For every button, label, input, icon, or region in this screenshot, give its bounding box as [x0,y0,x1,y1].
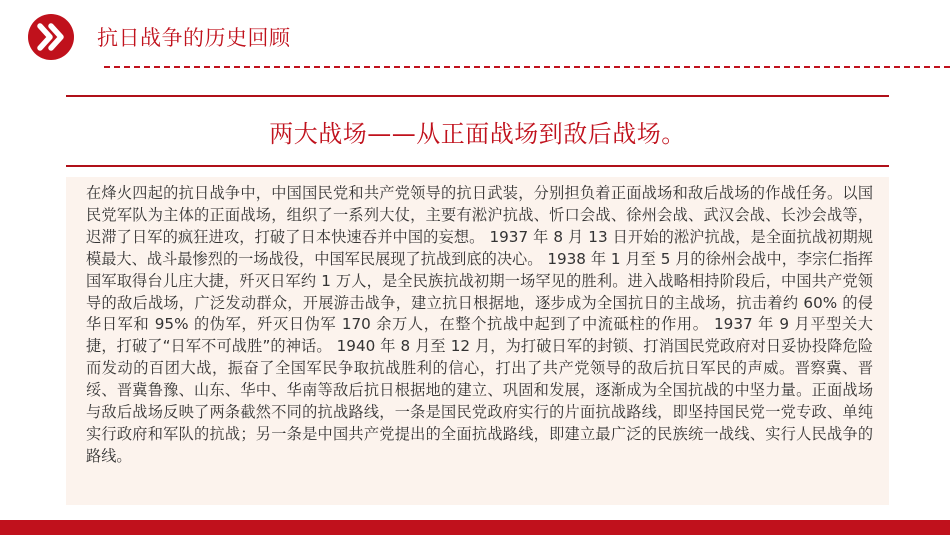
subtitle-banner [66,95,889,167]
header-divider [104,66,950,68]
page-title: 抗日战争的历史回顾 [97,26,291,50]
footer-bar [0,520,950,535]
body-paragraph: 在烽火四起的抗日战争中，中国国民党和共产党领导的抗日武装，分别担负着正面战场和敌后战场的作战任务。以国民党军队为主体的正面战场，组织了一系列大仗，主要有淞沪抗战、忻口会战、徐州会战、武汉会战、长沙会战等，迟滞了日军的疯狂进攻，打破了日本快速吞并中国的妄想。 1937 年 8 月 13 日开始的淞沪抗战，是全面抗战初期规模最大、战斗最惨烈的一场战役，中国军民展现了抗战到底的决心。 1938 年 1 月至 5 月的徐州会战中，李宗仁指挥国军取得台儿庄大捷，歼灭日军约 1 万人，是全民族抗战初期一场罕见的胜利。进入战略相持阶段后，中国共产党领导的敌后战场，广泛发动群众，开展游击战争，建立抗日根据地，逐步成为全国抗日的主战场，抗击着约 60% 的侵华日军和 95% 的伪军，歼灭日伪军 170 余万人，在整个抗战中起到了中流砥柱的作用。 1937 年 9 月平型关大捷，打破了“日军不可战胜”的神话。 1940 年 8 月至 12 月，为打破日军的封锁、打消国民党政府对日妥协投降危险而发动的百团大战，振奋了全国军民争取抗战胜利的信心，打出了共产党领导的敌后抗日军民的声威。晋察冀、晋绥、晋冀鲁豫、山东、华中、华南等敌后抗日根据地的建立、巩固和发展，逐渐成为全国抗战的中坚力量。正面战场与敌后战场反映了两条截然不同的抗战路线，一条是国民党政府实行的片面抗战路线，即坚持国民党一党专政、单纯实行政府和军队的抗战；另一条是中国共产党提出的全面抗战路线，即建立最广泛的民族统一战线、实行人民战争的路线。 [86,184,873,465]
double-chevron-logo-icon [28,14,74,60]
section-subtitle: 两大战场——从正面战场到敌后战场。 [269,119,686,148]
content-panel [66,177,889,505]
